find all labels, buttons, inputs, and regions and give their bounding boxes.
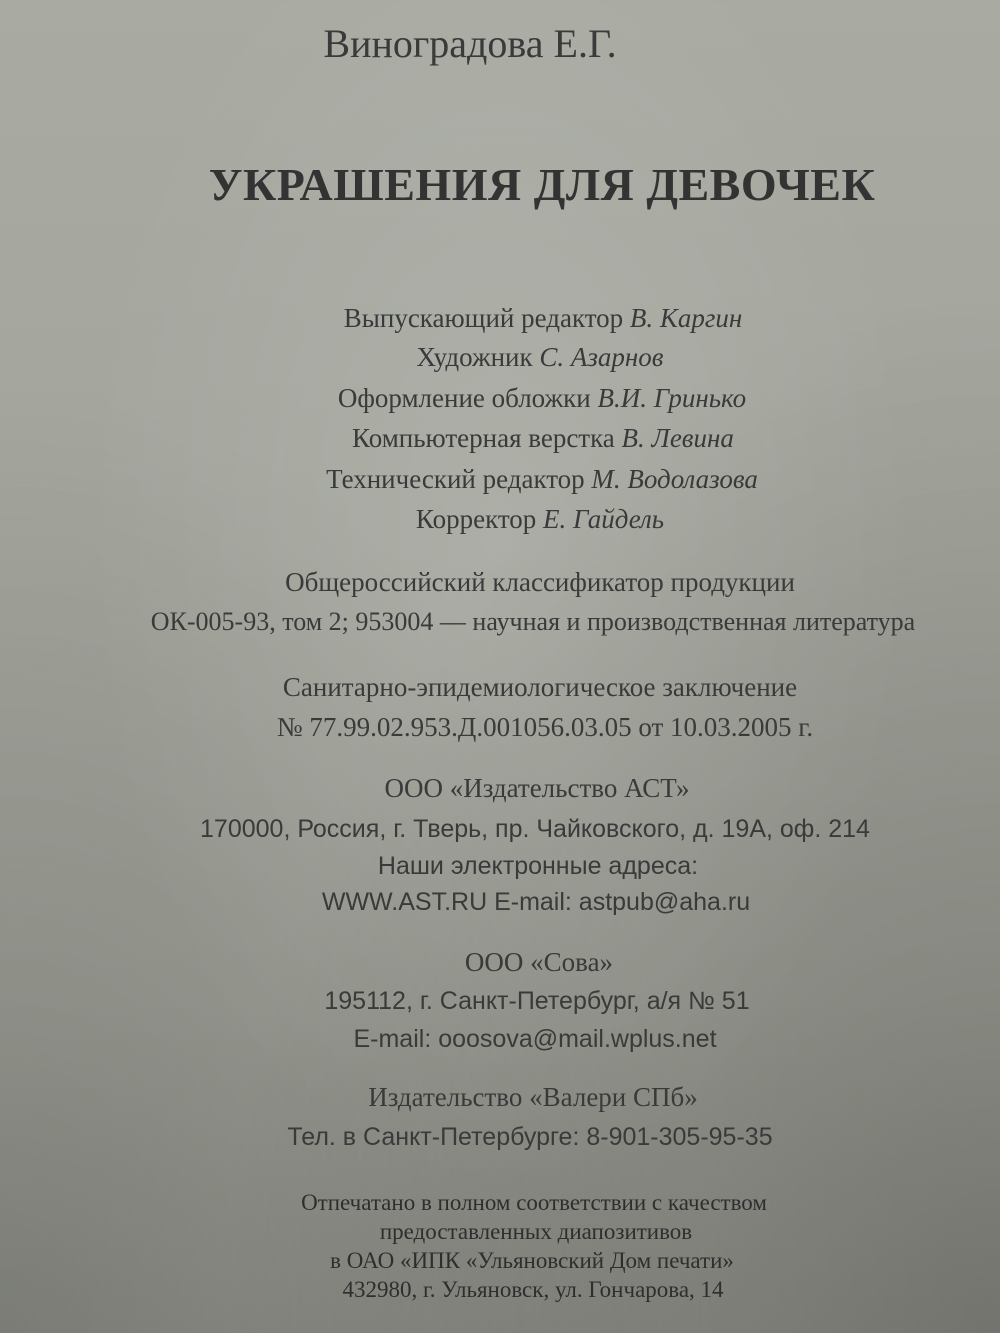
credit-role: Выпускающий редактор: [343, 303, 624, 333]
credit-person: М. Водолазова: [591, 464, 758, 494]
ast-publisher-name: ООО «Издательство АСТ»: [384, 773, 690, 803]
credit-role: Компьютерная верстка: [352, 423, 615, 453]
sova-publisher-email: E-mail: ooosova@mail.wplus.net: [353, 1025, 717, 1053]
credit-person: Е. Гайдель: [543, 504, 665, 534]
printing-line-1: Отпечатано в полном соответствии с качеством: [301, 1190, 767, 1215]
credit-proofreader: [40, 504, 1000, 535]
credit-role: Технический редактор: [326, 464, 585, 494]
credit-person: В. Каргин: [629, 303, 743, 333]
ast-publisher-address: 170000, Россия, г. Тверь, пр. Чайковского, д. 19А, оф. 214: [200, 815, 870, 843]
credit-person: С. Азарнов: [539, 342, 664, 372]
credit-layout: [43, 423, 1000, 454]
credit-role: Оформление обложки: [337, 383, 591, 413]
author-name: Виноградова Е.Г.: [323, 21, 617, 66]
credit-person: В. Левина: [621, 423, 734, 453]
credit-technical-editor: [42, 464, 1000, 495]
ast-web-email: WWW.AST.RU E-mail: astpub@aha.ru: [321, 888, 751, 916]
credit-artist: [40, 342, 1000, 373]
credit-managing-editor: [43, 303, 1000, 334]
valeri-publisher-name: Издательство «Валери СПб»: [368, 1082, 698, 1112]
ast-emails-label: Наши электронные адреса:: [377, 852, 699, 880]
sanitary-line-1: Санитарно-эпидемиологическое заключение: [282, 672, 798, 702]
sanitary-line-2: № 77.99.02.953.Д.001056.03.05 от 10.03.2005 г.: [276, 712, 814, 742]
sova-publisher-name: ООО «Сова»: [464, 947, 614, 977]
classifier-line-2: ОК-005-93, том 2; 953004 — научная и производственная литература: [150, 607, 916, 636]
credit-role: Художник: [416, 342, 533, 372]
book-title: УКРАШЕНИЯ ДЛЯ ДЕВОЧЕК: [208, 159, 876, 210]
credit-person: В.И. Гринько: [597, 383, 747, 413]
classifier-line-1: Общероссийский классификатор продукции: [285, 567, 795, 597]
printing-line-2: предоставленных диапозитивов: [379, 1219, 693, 1244]
sova-publisher-address: 195112, г. Санкт-Петербург, а/я № 51: [324, 987, 750, 1015]
credit-role: Корректор: [415, 504, 537, 534]
credit-cover-design: [42, 383, 1000, 414]
printing-line-3: в ОАО «ИПК «Ульяновский Дом печати»: [330, 1248, 734, 1273]
valeri-publisher-phone: Тел. в Санкт-Петербурге: 8-901-305-95-35: [287, 1123, 773, 1151]
printing-line-4: 432980, г. Ульяновск, ул. Гончарова, 14: [342, 1277, 724, 1302]
